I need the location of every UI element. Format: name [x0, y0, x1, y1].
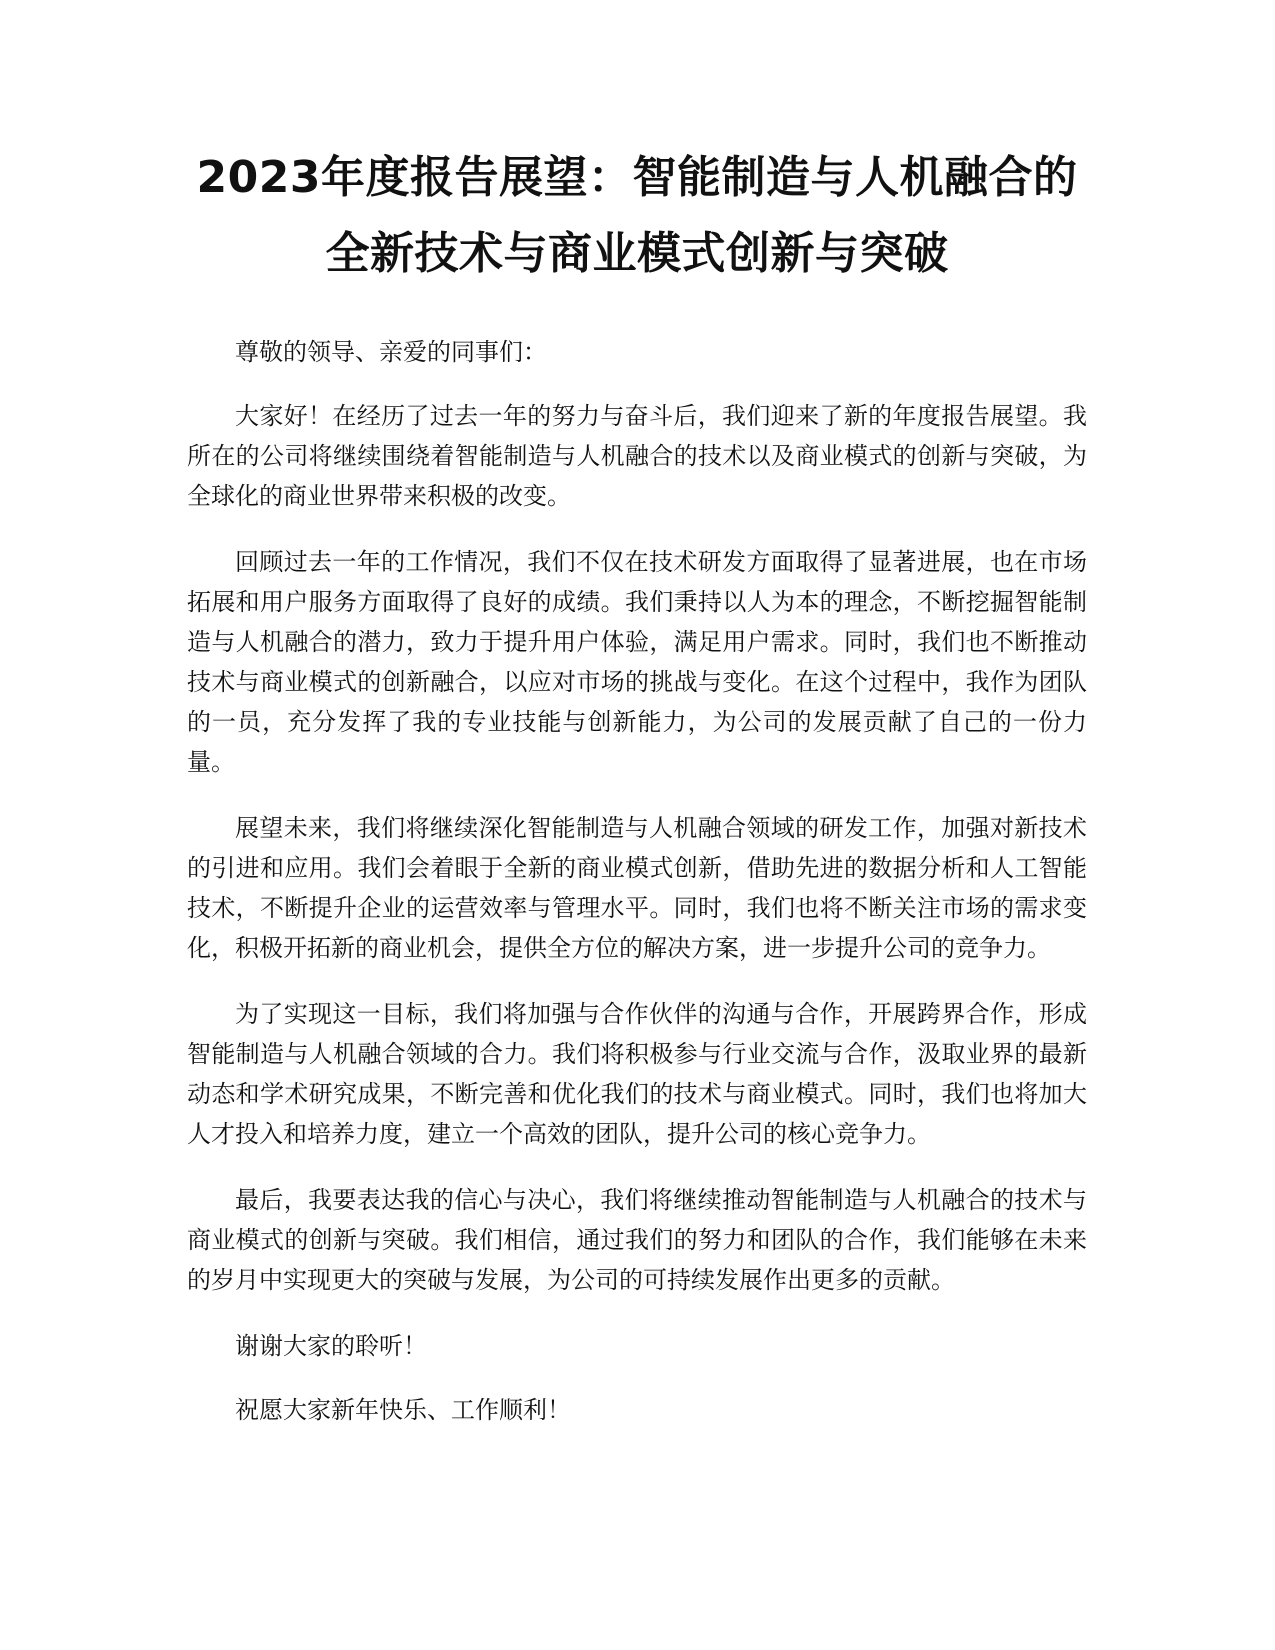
- closing-wishes: 祝愿大家新年快乐、工作顺利！: [235, 1396, 571, 1424]
- title-line-1: 2023年度报告展望：智能制造与人机融合的: [196, 152, 1078, 203]
- greeting: 尊敬的领导、亲爱的同事们：: [235, 338, 547, 366]
- paragraph-5: 最后，我要表达我的信心与决心，我们将继续推动智能制造与人机融合的技术与商业模式的创新与突破。我们相信，通过我们的努力和团队的合作，我们能够在未来的岁月中实现更大的突破与发展，为公司的可持续发展作出更多的贡献。: [187, 1186, 1087, 1294]
- paragraph-4: 为了实现这一目标，我们将加强与合作伙伴的沟通与合作，开展跨界合作，形成智能制造与人机融合领域的合力。我们将积极参与行业交流与合作，汲取业界的最新动态和学术研究成果，不断完善和优化我们的技术与商业模式。同时，我们也将加大人才投入和培养力度，建立一个高效的团队，提升公司的核心竞争力。: [187, 1000, 1087, 1148]
- paragraph-2: 回顾过去一年的工作情况，我们不仅在技术研发方面取得了显著进展，也在市场拓展和用户服务方面取得了良好的成绩。我们秉持以人为本的理念，不断挖掘智能制造与人机融合的潜力，致力于提升用户体验，满足用户需求。同时，我们也不断推动技术与商业模式的创新融合，以应对市场的挑战与变化。在这个过程中，我作为团队的一员，充分发挥了我的专业技能与创新能力，为公司的发展贡献了自己的一份力量。: [187, 548, 1087, 776]
- closing-thanks: 谢谢大家的聆听！: [235, 1332, 427, 1360]
- document-page: [187, 140, 1087, 1454]
- document-title: [187, 140, 1087, 292]
- paragraph-3: 展望未来，我们将继续深化智能制造与人机融合领域的研发工作，加强对新技术的引进和应用。我们会着眼于全新的商业模式创新，借助先进的数据分析和人工智能技术，不断提升企业的运营效率与管理水平。同时，我们也将不断关注市场的需求变化，积极开拓新的商业机会，提供全方位的解决方案，进一步提升公司的竞争力。: [187, 814, 1087, 962]
- title-line-2: 全新技术与商业模式创新与突破: [325, 228, 949, 279]
- paragraph-1: 大家好！在经历了过去一年的努力与奋斗后，我们迎来了新的年度报告展望。我所在的公司将继续围绕着智能制造与人机融合的技术以及商业模式的创新与突破，为全球化的商业世界带来积极的改变。: [187, 402, 1087, 510]
